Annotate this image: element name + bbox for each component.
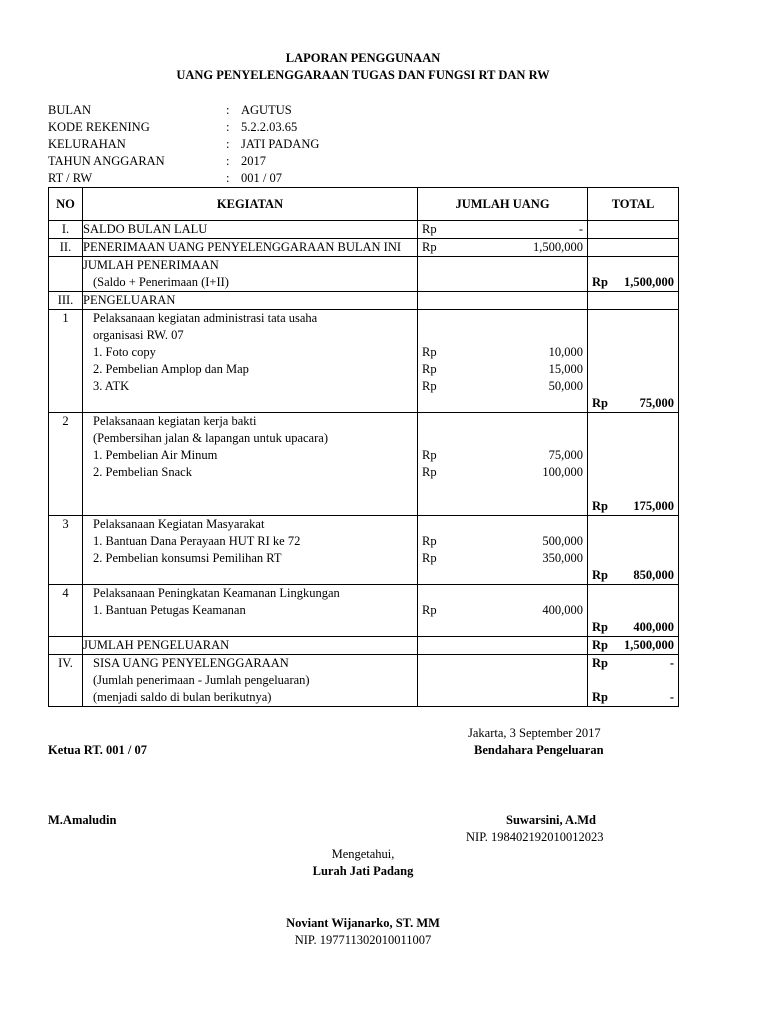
amount-value: 15,000 [548, 362, 583, 376]
row-amount-cell [418, 221, 588, 239]
table-row-penerimaan [49, 239, 679, 257]
info-sep: : [226, 120, 230, 134]
currency-label: Rp [592, 638, 608, 652]
ketua-rt-name: M.Amaludin [48, 813, 117, 827]
currency-label: Rp [422, 222, 437, 236]
row-label-cell [83, 257, 418, 292]
amount-value: 75,000 [548, 448, 583, 462]
row-amount-cell [418, 292, 588, 310]
row-label: JUMLAH PENERIMAAN [83, 258, 219, 272]
total-value: 1,500,000 [624, 275, 674, 289]
currency-label: Rp [422, 448, 437, 462]
total-value: 400,000 [633, 620, 674, 634]
info-value-bulan: AGUTUS [241, 103, 292, 117]
amount-value: 50,000 [548, 379, 583, 393]
row-no: 3 [49, 516, 83, 585]
currency-label: Rp [422, 465, 437, 479]
info-label-kelurahan: KELURAHAN [48, 137, 126, 151]
currency-label: Rp [592, 275, 608, 289]
currency-label: Rp [422, 362, 437, 376]
info-value-kode: 5.2.2.03.65 [241, 120, 298, 134]
table-row-kegiatan-4 [49, 585, 679, 637]
activity-title-cont: organisasi RW. 07 [93, 328, 184, 342]
lurah-name: Noviant Wijanarko, ST. MM [286, 916, 440, 930]
table-row-pengeluaran [49, 292, 679, 310]
amount-value: 400,000 [542, 603, 583, 617]
amount-value: 500,000 [542, 534, 583, 548]
row-sublabel: (Saldo + Penerimaan (I+II) [93, 275, 229, 289]
activity-item: 2. Pembelian konsumsi Pemilihan RT [93, 551, 282, 565]
currency-label: Rp [422, 240, 437, 254]
mengetahui-label: Mengetahui, [331, 847, 395, 861]
row-total-cell [588, 310, 679, 413]
row-label-cell [83, 310, 418, 413]
activity-title: Pelaksanaan kegiatan kerja bakti [93, 414, 257, 428]
row-label: PENERIMAAN UANG PENYELENGGARAAN BULAN INI [83, 239, 418, 257]
amount-value: 100,000 [542, 465, 583, 479]
row-no [49, 637, 83, 655]
info-sep: : [226, 154, 230, 168]
row-label: PENGELUARAN [83, 292, 418, 310]
activity-title-cont: (Pembersihan jalan & lapangan untuk upacara) [93, 431, 328, 445]
currency-label: Rp [592, 568, 608, 582]
info-label-tahun: TAHUN ANGGARAN [48, 154, 165, 168]
row-sublabel: (menjadi saldo di bulan berikutnya) [93, 690, 272, 704]
currency-label: Rp [422, 345, 437, 359]
row-total-cell [588, 637, 679, 655]
currency-label: Rp [422, 603, 437, 617]
report-title-line1: LAPORAN PENGGUNAAN [285, 51, 441, 65]
info-sep: : [226, 137, 230, 151]
lurah-title: Lurah Jati Padang [312, 864, 414, 878]
row-no: I. [49, 221, 83, 239]
row-total-cell [588, 221, 679, 239]
activity-item: 3. ATK [93, 379, 130, 393]
info-value-rtrw: 001 / 07 [241, 171, 282, 185]
table-row-kegiatan-3 [49, 516, 679, 585]
place-date: Jakarta, 3 September 2017 [468, 726, 601, 740]
total-value: - [669, 656, 674, 670]
row-amount-cell [418, 257, 588, 292]
info-value-kelurahan: JATI PADANG [241, 137, 320, 151]
amount-value: 350,000 [542, 551, 583, 565]
info-sep: : [226, 171, 230, 185]
report-table [48, 187, 679, 707]
table-header-row [49, 188, 679, 221]
currency-label: Rp [592, 396, 608, 410]
row-label-cell [83, 516, 418, 585]
currency-label: Rp [592, 499, 608, 513]
row-amount-cell [418, 585, 588, 637]
activity-item: 1. Bantuan Petugas Keamanan [93, 603, 246, 617]
row-sublabel: (Jumlah penerimaan - Jumlah pengeluaran) [93, 673, 310, 687]
row-label-cell [83, 585, 418, 637]
activity-title: Pelaksanaan Kegiatan Masyarakat [93, 517, 265, 531]
row-no: IV. [49, 655, 83, 707]
total-value: 850,000 [633, 568, 674, 582]
table-row-saldo [49, 221, 679, 239]
bendahara-title: Bendahara Pengeluaran [474, 743, 604, 757]
total-value: 175,000 [633, 499, 674, 513]
row-no [49, 257, 83, 292]
bendahara-nip: NIP. 198402192010012023 [466, 830, 604, 844]
table-row-kegiatan-1 [49, 310, 679, 413]
amount-value: 1,500,000 [533, 240, 583, 254]
row-total-cell [588, 516, 679, 585]
activity-item: 1. Foto copy [93, 345, 156, 359]
row-no: 2 [49, 413, 83, 516]
table-row-jumlah-pengeluaran [49, 637, 679, 655]
lurah-nip: NIP. 197711302010011007 [294, 933, 432, 947]
row-amount-cell [418, 310, 588, 413]
row-no: 1 [49, 310, 83, 413]
row-amount-cell [418, 413, 588, 516]
row-total-cell [588, 585, 679, 637]
row-no: III. [49, 292, 83, 310]
row-total-cell [588, 292, 679, 310]
activity-item: 2. Pembelian Amplop dan Map [93, 362, 249, 376]
currency-label: Rp [592, 620, 608, 634]
total-value: - [669, 690, 674, 704]
currency-label: Rp [422, 534, 437, 548]
row-label: SISA UANG PENYELENGGARAAN [93, 656, 289, 670]
header-no: NO [49, 188, 83, 221]
row-total-cell [588, 413, 679, 516]
ketua-rt-title: Ketua RT. 001 / 07 [48, 743, 147, 757]
total-value: 1,500,000 [624, 638, 674, 652]
row-amount-cell [418, 655, 588, 707]
amount-value: - [578, 222, 583, 236]
info-value-tahun: 2017 [241, 154, 266, 168]
row-label: SALDO BULAN LALU [83, 221, 418, 239]
info-label-kode: KODE REKENING [48, 120, 150, 134]
info-label-bulan: BULAN [48, 103, 92, 117]
row-amount-cell [418, 637, 588, 655]
header-total: TOTAL [588, 188, 679, 221]
row-total-cell [588, 257, 679, 292]
row-no: 4 [49, 585, 83, 637]
currency-label: Rp [592, 656, 608, 670]
table-row-sisa [49, 655, 679, 707]
currency-label: Rp [422, 379, 437, 393]
report-title-line2: UANG PENYELENGGARAAN TUGAS DAN FUNGSI RT DAN RW [176, 68, 550, 82]
table-row-jumlah-penerimaan [49, 257, 679, 292]
header-kegiatan: KEGIATAN [83, 188, 418, 221]
bendahara-name: Suwarsini, A.Md [506, 813, 596, 827]
activity-title: Pelaksanaan kegiatan administrasi tata usaha [93, 311, 318, 325]
currency-label: Rp [592, 690, 608, 704]
amount-value: 10,000 [548, 345, 583, 359]
info-label-rtrw: RT / RW [48, 171, 93, 185]
row-total-cell [588, 655, 679, 707]
header-jumlah: JUMLAH UANG [418, 188, 588, 221]
info-sep: : [226, 103, 230, 117]
currency-label: Rp [422, 551, 437, 565]
row-amount-cell [418, 239, 588, 257]
total-value: 75,000 [639, 396, 674, 410]
row-total-cell [588, 239, 679, 257]
row-label-cell [83, 413, 418, 516]
activity-item: 1. Bantuan Dana Perayaan HUT RI ke 72 [93, 534, 301, 548]
row-no: II. [49, 239, 83, 257]
row-label: JUMLAH PENGELUARAN [83, 637, 418, 655]
table-row-kegiatan-2 [49, 413, 679, 516]
activity-title: Pelaksanaan Peningkatan Keamanan Lingkungan [93, 586, 340, 600]
activity-item: 1. Pembelian Air Minum [93, 448, 218, 462]
row-amount-cell [418, 516, 588, 585]
activity-item: 2. Pembelian Snack [93, 465, 192, 479]
row-label-cell [83, 655, 418, 707]
